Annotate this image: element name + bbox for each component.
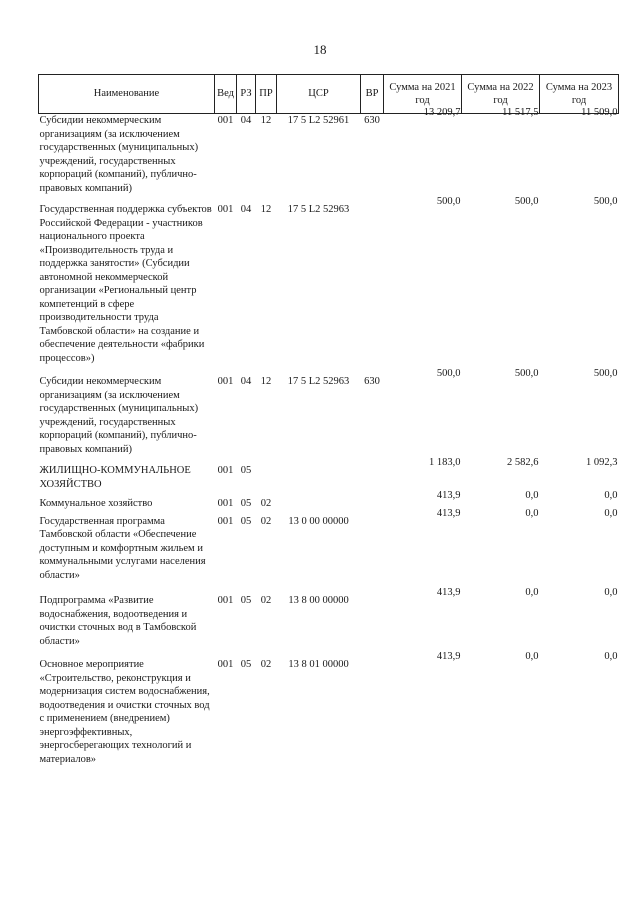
row-sum-2021-value: 413,9 bbox=[436, 490, 461, 501]
row-sum-2021-value: 1 183,0 bbox=[429, 457, 461, 468]
row-ved: 001 bbox=[217, 515, 234, 527]
row-pr: 02 bbox=[260, 595, 272, 606]
row-csr: 13 8 00 00000 bbox=[288, 595, 349, 606]
row-vr bbox=[361, 464, 384, 497]
row-sum-2022 bbox=[462, 587, 540, 658]
row-sum-2021 bbox=[384, 107, 462, 204]
row-sum-2022-value: 0,0 bbox=[525, 507, 539, 519]
row-sum-2022 bbox=[462, 107, 540, 204]
row-sum-2023-value: 500,0 bbox=[593, 368, 618, 379]
row-pr: 12 bbox=[260, 204, 272, 215]
row-sum-2021 bbox=[384, 368, 462, 464]
row-name: ЖИЛИЩНО-КОММУНАЛЬНОЕ ХОЗЯЙСТВО bbox=[39, 465, 191, 490]
row-ved: 001 bbox=[217, 659, 234, 670]
row-sum-2022 bbox=[462, 507, 540, 595]
row-vr: 630 bbox=[364, 376, 380, 387]
row-vr bbox=[361, 203, 384, 375]
row-rz: 05 bbox=[240, 498, 252, 509]
row-sum-2023 bbox=[540, 587, 619, 658]
row-rz: 04 bbox=[240, 204, 252, 215]
header-ved: Вед bbox=[215, 75, 237, 114]
row-sum-2022-value: 0,0 bbox=[525, 587, 539, 598]
page-number: 18 bbox=[313, 42, 327, 57]
row-vr bbox=[361, 594, 384, 658]
row-vr bbox=[361, 658, 384, 766]
row-sum-2023-value: 0,0 bbox=[604, 490, 618, 501]
row-sum-2021-value: 13 209,7 bbox=[423, 107, 461, 118]
row-ved: 001 bbox=[217, 204, 234, 215]
row-sum-2021-value: 413,9 bbox=[436, 507, 461, 519]
row-rz: 05 bbox=[240, 595, 252, 606]
row-pr: 02 bbox=[260, 659, 272, 670]
row-sum-2022-value: 2 582,6 bbox=[507, 457, 539, 468]
row-sum-2023-value: 11 509,0 bbox=[581, 107, 618, 118]
row-sum-2021 bbox=[384, 651, 462, 766]
header-name: Наименование bbox=[39, 75, 215, 114]
header-csr: ЦСР bbox=[277, 75, 361, 114]
row-sum-2023 bbox=[540, 368, 619, 464]
table-row bbox=[39, 658, 619, 766]
row-sum-2023 bbox=[540, 107, 619, 204]
row-sum-2023 bbox=[540, 196, 619, 375]
row-vr bbox=[361, 497, 384, 515]
row-rz: 04 bbox=[240, 376, 252, 387]
row-csr bbox=[277, 464, 361, 497]
row-sum-2023 bbox=[540, 651, 619, 766]
row-rz: 05 bbox=[240, 659, 252, 670]
row-name: Государственная программа Тамбовской области «Обеспечение доступным и комфортным жильем и коммунальными услугами населения области» bbox=[39, 515, 206, 581]
row-sum-2023-value: 0,0 bbox=[604, 651, 618, 662]
row-csr: 17 5 L2 52963 bbox=[287, 204, 350, 215]
row-csr: 13 8 01 00000 bbox=[288, 659, 349, 670]
row-rz: 05 bbox=[240, 515, 252, 527]
table-body bbox=[39, 107, 619, 767]
row-sum-2022-value: 0,0 bbox=[525, 651, 539, 662]
row-vr bbox=[361, 515, 384, 595]
row-rz: 04 bbox=[240, 115, 252, 126]
row-sum-2021 bbox=[384, 587, 462, 658]
row-csr: 13 0 00 00000 bbox=[288, 515, 349, 527]
header-sum-2022: Сумма на 2022 год bbox=[462, 75, 540, 114]
table-row bbox=[39, 375, 619, 464]
table-row bbox=[39, 114, 619, 204]
row-name: Субсидии некоммерческим организациям (за исключением государственных (муниципальных) учреждений, государственных корпораций (компаний), публично-правовых компаний) bbox=[39, 115, 199, 194]
row-pr: 02 bbox=[260, 515, 272, 527]
row-name: Коммунальное хозяйство bbox=[39, 498, 153, 509]
row-sum-2022-value: 500,0 bbox=[514, 368, 539, 379]
row-vr: 630 bbox=[364, 115, 380, 126]
header-sum-2021: Сумма на 2021 год bbox=[384, 75, 462, 114]
row-sum-2022 bbox=[462, 651, 540, 766]
row-sum-2022-value: 11 517,5 bbox=[502, 107, 539, 118]
header-vr: ВР bbox=[361, 75, 384, 114]
row-csr: 17 5 L2 52961 bbox=[287, 115, 350, 126]
row-rz: 05 bbox=[240, 465, 252, 476]
row-pr bbox=[256, 464, 277, 497]
row-csr bbox=[277, 497, 361, 515]
header-rz: РЗ bbox=[237, 75, 256, 114]
row-ved: 001 bbox=[217, 595, 234, 606]
header-sum-2023: Сумма на 2023 год bbox=[540, 75, 619, 114]
row-pr: 12 bbox=[260, 376, 272, 387]
row-ved: 001 bbox=[217, 376, 234, 387]
row-ved: 001 bbox=[217, 115, 234, 126]
row-sum-2021-value: 500,0 bbox=[436, 196, 461, 207]
row-sum-2023-value: 1 092,3 bbox=[586, 457, 618, 468]
row-name: Основное мероприятие «Строительство, реконструкция и модернизация систем водоснабжения, водоотведения и очистки сточных вод с применением (внедрением) энергоэффективных, энергосберегающих технологий и материалов» bbox=[39, 659, 210, 765]
header-pr: ПР bbox=[256, 75, 277, 114]
table-row bbox=[39, 203, 619, 375]
table-row bbox=[39, 515, 619, 595]
row-sum-2021-value: 413,9 bbox=[436, 651, 461, 662]
row-sum-2022 bbox=[462, 368, 540, 464]
row-sum-2022-value: 0,0 bbox=[525, 490, 539, 501]
row-name: Субсидии некоммерческим организациям (за исключением государственных (муниципальных) учреждений, государственных корпораций (компаний), публично-правовых компаний) bbox=[39, 376, 199, 455]
row-sum-2021-value: 413,9 bbox=[436, 587, 461, 598]
row-sum-2021 bbox=[384, 196, 462, 375]
row-pr: 12 bbox=[260, 115, 272, 126]
row-name: Государственная поддержка субъектов Российской Федерации - участников национального проекта «Производительность труда и поддержка занятости» (Субсидии автономной некоммерческой организации «Региональный центр компетенций в сфере производительности труда Тамбовской области» на создание и обеспечение деятельности «фабрики процессов») bbox=[39, 204, 212, 364]
row-sum-2023-value: 0,0 bbox=[604, 507, 618, 519]
budget-table bbox=[38, 74, 619, 766]
row-name: Подпрограмма «Развитие водоснабжения, водоотведения и очистки сточных вод в Тамбовской области» bbox=[39, 595, 197, 647]
row-sum-2022-value: 500,0 bbox=[514, 196, 539, 207]
row-csr: 17 5 L2 52963 bbox=[287, 376, 350, 387]
row-pr: 02 bbox=[260, 498, 272, 509]
row-sum-2022 bbox=[462, 196, 540, 375]
row-ved: 001 bbox=[217, 498, 234, 509]
row-sum-2023-value: 500,0 bbox=[593, 196, 618, 207]
table-row bbox=[39, 594, 619, 658]
row-sum-2023-value: 0,0 bbox=[604, 587, 618, 598]
row-ved: 001 bbox=[217, 465, 234, 476]
row-sum-2021 bbox=[384, 507, 462, 595]
row-sum-2021-value: 500,0 bbox=[436, 368, 461, 379]
row-sum-2023 bbox=[540, 507, 619, 595]
